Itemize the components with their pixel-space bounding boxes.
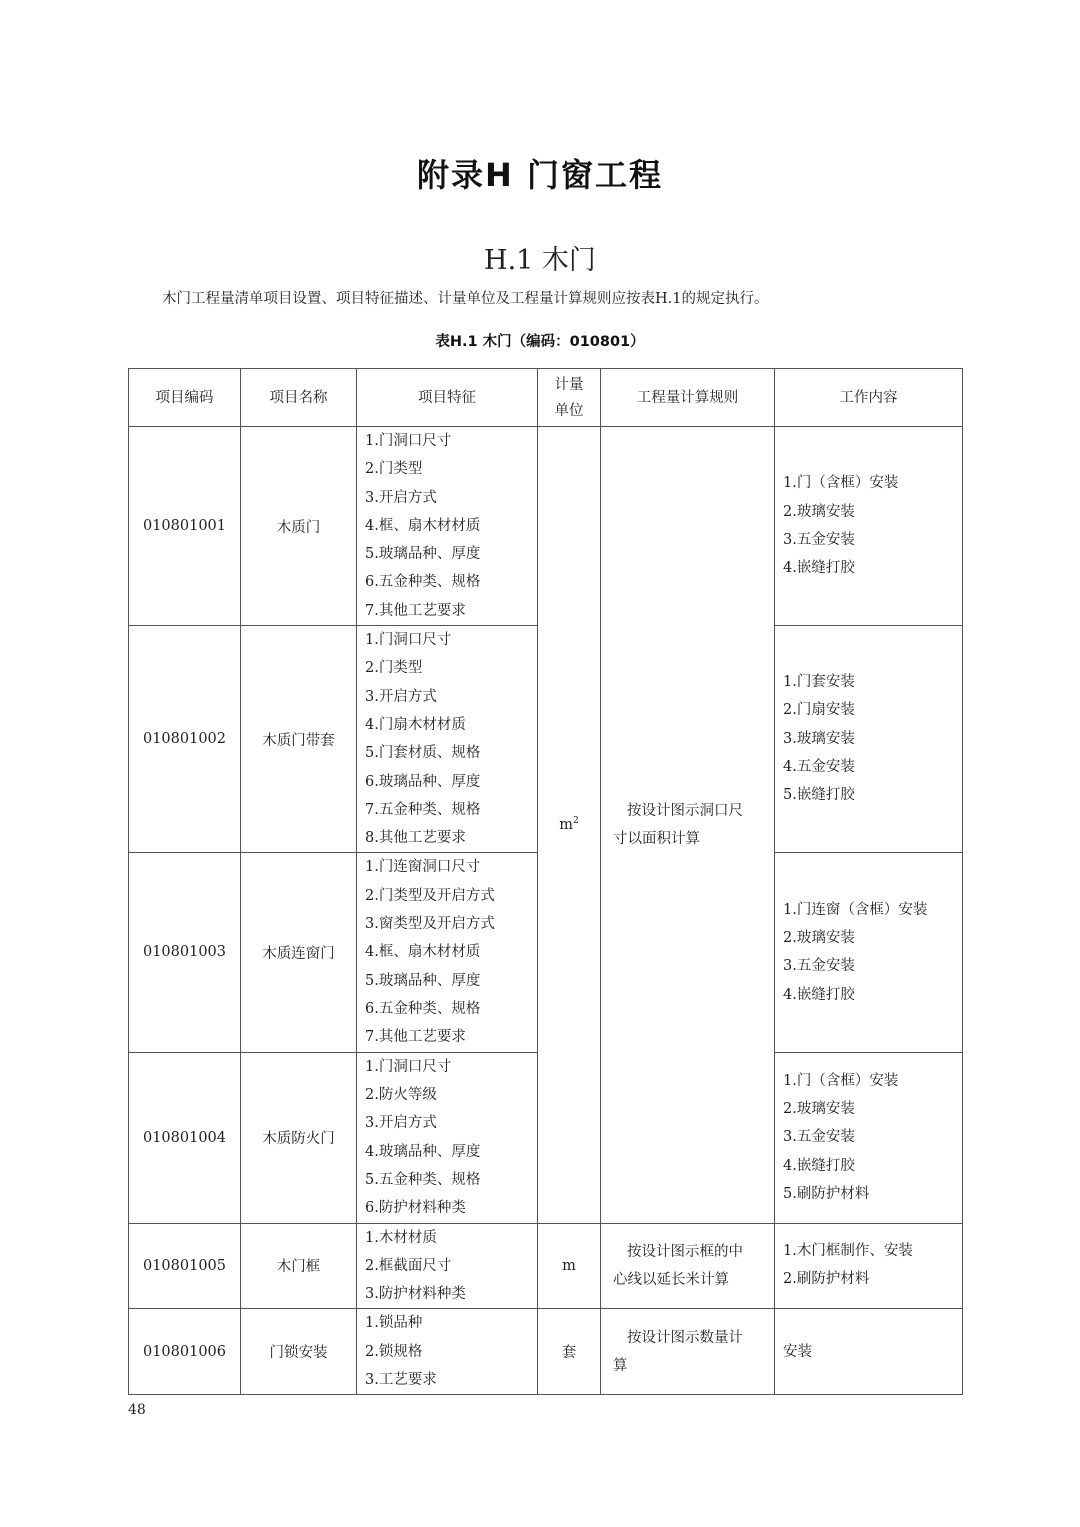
feature-line: 5.玻璃品种、厚度 (365, 546, 481, 563)
header-rule: 工程量计算规则 (601, 369, 775, 427)
work-line: 2.玻璃安装 (783, 503, 855, 520)
item-work (775, 427, 963, 626)
table-row (129, 1309, 963, 1395)
feature-line: 6.防护材料种类 (365, 1200, 466, 1217)
work-line: 3.五金安装 (783, 958, 855, 975)
header-code: 项目编码 (129, 369, 241, 427)
feature-line: 5.五金种类、规格 (365, 1171, 481, 1188)
work-line: 3.五金安装 (783, 1129, 855, 1146)
item-code: 010801004 (129, 1052, 241, 1223)
rule-line: 按设计图示数量计 (627, 1329, 743, 1346)
page-number: 48 (128, 1402, 146, 1418)
rule-line: 按设计图示洞口尺 (627, 802, 743, 819)
item-work (775, 626, 963, 853)
item-features (357, 626, 538, 853)
item-name: 木质门带套 (241, 626, 357, 853)
feature-line: 4.框、扇木材材质 (365, 944, 481, 961)
item-features (357, 1223, 538, 1309)
feature-line: 5.门套材质、规格 (365, 745, 481, 762)
item-name: 木质连窗门 (241, 853, 357, 1052)
table-row (129, 427, 963, 626)
work-line: 1.门连窗（含框）安装 (783, 901, 928, 918)
feature-line: 2.框截面尺寸 (365, 1257, 452, 1274)
item-rule (601, 1223, 775, 1309)
work-line: 5.嵌缝打胶 (783, 787, 855, 804)
feature-line: 1.门连窗洞口尺寸 (365, 859, 481, 876)
item-unit: 套 (538, 1309, 601, 1395)
unit-exponent: 2 (573, 816, 579, 827)
item-name: 木质门 (241, 427, 357, 626)
item-code: 010801005 (129, 1223, 241, 1309)
item-features (357, 1309, 538, 1395)
feature-line: 1.锁品种 (365, 1315, 423, 1332)
feature-line: 2.门类型 (365, 660, 423, 677)
work-line: 4.嵌缝打胶 (783, 1157, 855, 1174)
feature-line: 2.门类型 (365, 461, 423, 478)
item-unit: m (538, 1223, 601, 1309)
table-row (129, 1223, 963, 1309)
header-features: 项目特征 (357, 369, 538, 427)
item-work (775, 1223, 963, 1309)
item-code: 010801002 (129, 626, 241, 853)
work-line: 安装 (783, 1343, 812, 1360)
item-code: 010801001 (129, 427, 241, 626)
item-work (775, 1052, 963, 1223)
feature-line: 2.防火等级 (365, 1086, 437, 1103)
work-line: 1.门（含框）安装 (783, 475, 899, 492)
feature-line: 3.开启方式 (365, 1115, 437, 1132)
work-line: 2.刷防护材料 (783, 1270, 870, 1287)
rule-line: 心线以延长米计算 (613, 1271, 729, 1288)
feature-line: 3.开启方式 (365, 688, 437, 705)
feature-line: 4.门扇木材材质 (365, 716, 466, 733)
table-header-row (129, 369, 963, 427)
feature-line: 1.门洞口尺寸 (365, 632, 452, 649)
item-rule (601, 1309, 775, 1395)
feature-line: 7.五金种类、规格 (365, 801, 481, 818)
work-line: 3.五金安装 (783, 532, 855, 549)
header-name: 项目名称 (241, 369, 357, 427)
feature-line: 1.木材材质 (365, 1229, 437, 1246)
work-line: 2.门扇安装 (783, 702, 855, 719)
item-features (357, 427, 538, 626)
header-unit (538, 369, 601, 427)
work-line: 4.五金安装 (783, 758, 855, 775)
section-title: H.1 木门 (484, 245, 596, 276)
header-unit-line2: 单位 (554, 402, 584, 419)
work-line: 1.门（含框）安装 (783, 1072, 899, 1089)
chapter-title: 附录H 门窗工程 (417, 156, 663, 194)
item-features (357, 1052, 538, 1223)
item-work (775, 1309, 963, 1395)
work-line: 4.嵌缝打胶 (783, 986, 855, 1003)
work-line: 1.木门框制作、安装 (783, 1242, 913, 1259)
work-line: 2.玻璃安装 (783, 1101, 855, 1118)
unit-base: m (559, 817, 573, 834)
header-unit-line1: 计量 (554, 376, 584, 393)
feature-line: 3.窗类型及开启方式 (365, 916, 495, 933)
work-line: 4.嵌缝打胶 (783, 560, 855, 577)
rule-line: 按设计图示框的中 (627, 1243, 743, 1260)
feature-line: 4.玻璃品种、厚度 (365, 1143, 481, 1160)
feature-line: 3.工艺要求 (365, 1372, 437, 1389)
wood-door-table (128, 368, 963, 1395)
intro-paragraph: 木门工程量清单项目设置、项目特征描述、计量单位及工程量计算规则应按表H.1的规定执行。 (162, 291, 769, 307)
feature-line: 3.开启方式 (365, 489, 437, 506)
table-caption: 表H.1 木门（编码：010801） (435, 334, 645, 350)
merged-rule-cell (601, 427, 775, 1224)
work-line: 1.门套安装 (783, 674, 855, 691)
item-code: 010801006 (129, 1309, 241, 1395)
feature-line: 3.防护材料种类 (365, 1286, 466, 1303)
feature-line: 4.框、扇木材材质 (365, 517, 481, 534)
feature-line: 6.五金种类、规格 (365, 1000, 481, 1017)
work-line: 3.玻璃安装 (783, 730, 855, 747)
item-work (775, 853, 963, 1052)
rule-line: 算 (613, 1357, 628, 1374)
item-name: 木质防火门 (241, 1052, 357, 1223)
work-line: 2.玻璃安装 (783, 930, 855, 947)
feature-line: 2.锁规格 (365, 1343, 423, 1360)
feature-line: 8.其他工艺要求 (365, 830, 466, 847)
header-work: 工作内容 (775, 369, 963, 427)
feature-line: 1.门洞口尺寸 (365, 1058, 452, 1075)
feature-line: 2.门类型及开启方式 (365, 887, 495, 904)
item-features (357, 853, 538, 1052)
work-line: 5.刷防护材料 (783, 1185, 870, 1202)
merged-unit-cell (538, 427, 601, 1224)
feature-line: 1.门洞口尺寸 (365, 433, 452, 449)
item-code: 010801003 (129, 853, 241, 1052)
item-name: 木门框 (241, 1223, 357, 1309)
item-name: 门锁安装 (241, 1309, 357, 1395)
feature-line: 7.其他工艺要求 (365, 602, 466, 619)
feature-line: 6.玻璃品种、厚度 (365, 773, 481, 790)
feature-line: 7.其他工艺要求 (365, 1029, 466, 1046)
feature-line: 6.五金种类、规格 (365, 574, 481, 591)
feature-line: 5.玻璃品种、厚度 (365, 972, 481, 989)
rule-line: 寸以面积计算 (613, 830, 700, 847)
